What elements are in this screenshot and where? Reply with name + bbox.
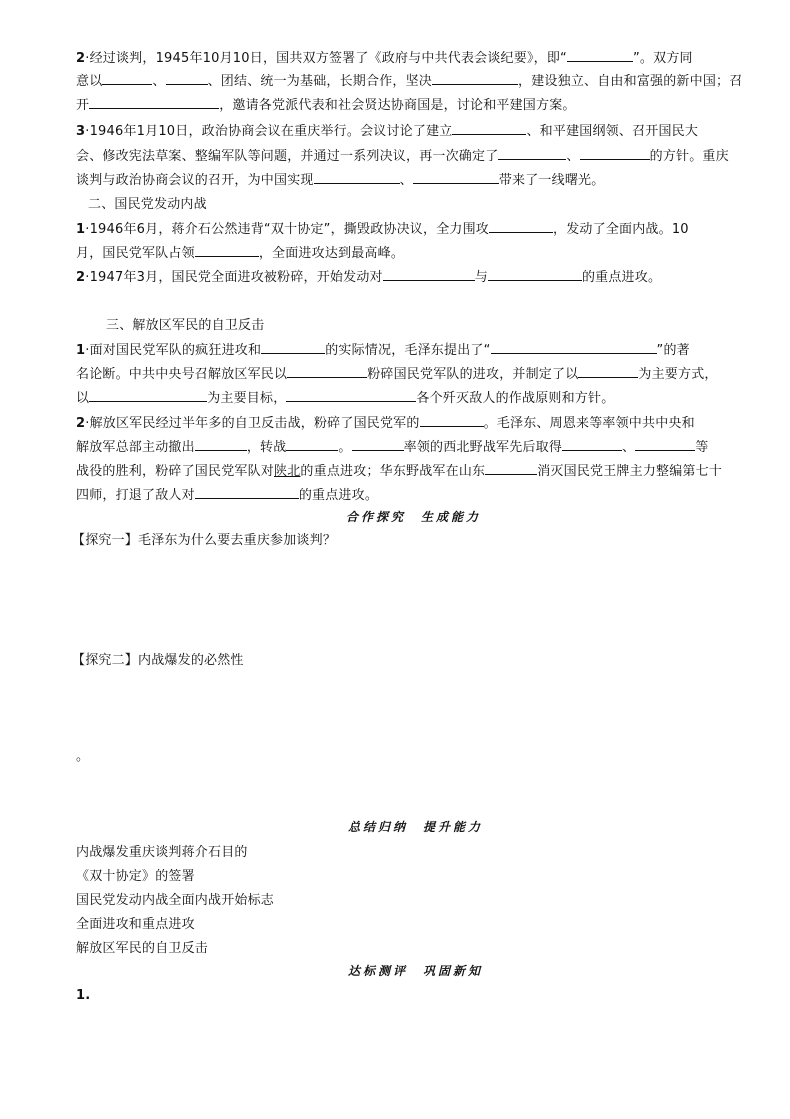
p2-number: 2 — [76, 51, 86, 66]
question-number: 1. — [76, 988, 91, 1003]
s3p1-line1: 1·面对国民党军队的疯狂进攻和 的实际情况，毛泽东提出了“ ”的著 — [76, 340, 690, 361]
answer-blank[interactable] — [635, 437, 695, 451]
answer-blank[interactable] — [432, 71, 518, 85]
answer-blank[interactable] — [286, 388, 416, 402]
summary-item: 全面进攻和重点进攻 — [76, 917, 195, 932]
answer-blank[interactable] — [89, 388, 207, 402]
answer-blank[interactable] — [489, 219, 553, 233]
summary-item: 《双十协定》的签署 — [76, 869, 195, 884]
s3p2-line3: 战役的胜利，粉碎了国民党军队对陕北的重点进攻；华东野战军在山东 消灭国民党王牌主力整编第七十 — [76, 461, 722, 482]
answer-blank[interactable] — [485, 461, 537, 475]
summary-item: 内战爆发重庆谈判蒋介石目的 — [76, 845, 248, 860]
s2p2-line1: 2·1947年3月，国民党全面进攻被粉碎，开始发动对 与 的重点进攻。 — [76, 267, 661, 288]
answer-blank[interactable] — [195, 485, 299, 499]
s2p1-line1: 1·1946年6月，蒋介石公然违背“双十协定”，撕毁政协决议，全力围攻 ，发动了全面内战。10 — [76, 219, 689, 240]
p2-line1: 2·经过谈判，1945年10月10日，国共双方签署了《政府与中共代表会谈纪要》，即“ ”。双方同 — [76, 48, 693, 69]
p3-number: 3 — [76, 124, 86, 139]
answer-blank[interactable] — [383, 267, 475, 281]
summary-item: 国民党发动内战全面内战开始标志 — [76, 893, 275, 908]
answer-blank[interactable] — [498, 146, 566, 160]
answer-blank[interactable] — [562, 437, 622, 451]
answer-blank[interactable] — [491, 340, 657, 354]
summary-item: 解放区军民的自卫反击 — [76, 941, 209, 956]
answer-blank[interactable] — [352, 437, 404, 451]
answer-blank[interactable] — [314, 170, 400, 184]
answer-blank[interactable] — [286, 437, 338, 451]
answer-blank[interactable] — [195, 243, 259, 257]
answer-blank[interactable] — [580, 146, 650, 160]
answer-blank[interactable] — [567, 48, 633, 62]
lone-period: 。 — [76, 749, 90, 764]
explore-item-1: 【探究一】毛泽东为什么要去重庆参加谈判？ — [72, 533, 337, 548]
answer-blank[interactable] — [578, 364, 638, 378]
section-heading: 总结归纳 提升能力 — [348, 820, 484, 834]
p2-line3: 开 ，邀请各党派代表和社会贤达协商国是，讨论和平建国方案。 — [76, 95, 576, 116]
p3-line2: 会、修改宪法草案、整编军队等问题，并通过一系列决议，再一次确定了 、 的方针。重庆 — [76, 146, 729, 167]
answer-blank[interactable] — [452, 121, 526, 135]
answer-blank[interactable] — [102, 71, 152, 85]
answer-blank[interactable] — [89, 95, 219, 109]
section-heading: 合作探究 生成能力 — [346, 510, 482, 524]
answer-blank[interactable] — [488, 267, 582, 281]
s3p2-line4: 四师，打退了敌人对 的重点进攻。 — [76, 485, 378, 506]
s3p1-line2: 名论断。中共中央号召解放区军民以 粉碎国民党军队的进攻，并制定了以 为主要方式， — [76, 364, 718, 385]
s3p1-line3: 以 为主要目标， 各个歼灭敌人的作战原则和方针。 — [76, 388, 614, 409]
section-heading: 达标测评 巩固新知 — [348, 964, 484, 978]
answer-blank[interactable] — [287, 364, 367, 378]
section-title: 三、解放区军民的自卫反击 — [106, 318, 265, 333]
section-title: 二、国民党发动内战 — [88, 197, 207, 212]
answer-blank[interactable] — [166, 71, 208, 85]
p3-line1: 3·1946年1月10日，政治协商会议在重庆举行。会议讨论了建立 、和平建国纲领、召开国民大 — [76, 121, 698, 142]
s3p2-line1: 2·解放区军民经过半年多的自卫反击战，粉碎了国民党军的 。毛泽东、周恩来等率领中共中央和 — [76, 413, 695, 434]
answer-blank[interactable] — [413, 170, 499, 184]
answer-blank[interactable] — [261, 340, 325, 354]
p2-line2: 意以 、 、团结、统一为基础，长期合作，坚决 ，建设独立、自由和富强的新中国；召 — [76, 71, 742, 92]
answer-blank[interactable] — [195, 437, 247, 451]
answer-blank[interactable] — [420, 413, 484, 427]
p3-line3: 谈判与政治协商会议的召开，为中国实现 、 带来了一线曙光。 — [76, 170, 604, 191]
s2p1-line2: 月，国民党军队占领 ，全面进攻达到最高峰。 — [76, 243, 404, 264]
explore-item-2: 【探究二】内战爆发的必然性 — [72, 653, 244, 668]
s3p2-line2: 解放军总部主动撤出 ，转战 。 率领的西北野战军先后取得 、 等 — [76, 437, 708, 458]
